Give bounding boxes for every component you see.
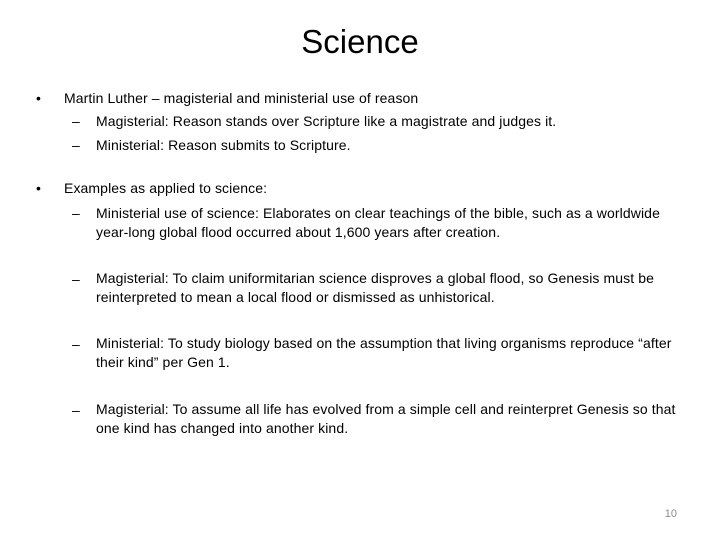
subitem-text-magisterial: Magisterial: Reason stands over Scripture like a magistrate and judges it. [96, 113, 557, 129]
subitem-marker: – [72, 205, 80, 221]
subitem-text-magisterial-evolution: Magisterial: To assume all life has evolved from a simple cell and reinterpret Genesis so that one kind has changed into another kind. [96, 401, 676, 436]
subitem-text-ministerial-biology: Ministerial: To study biology based on the assumption that living organisms reproduce “after their kind” per Gen 1. [96, 335, 672, 370]
subitem-marker: – [72, 113, 80, 129]
bullet-text-examples: Examples as applied to science: [64, 180, 268, 196]
slide-title: Science [301, 23, 419, 60]
subitem-marker: – [72, 271, 80, 287]
subitem-text-ministerial: Ministerial: Reason submits to Scripture. [96, 137, 351, 153]
bullet-marker: • [36, 180, 41, 196]
subitem-marker: – [72, 137, 80, 153]
bullet-text-martin-luther: Martin Luther – magisterial and ministerial use of reason [64, 90, 419, 106]
page-number: 10 [664, 508, 677, 520]
subitem-marker: – [72, 402, 80, 418]
bullet-marker: • [36, 90, 41, 106]
subitem-marker: – [72, 336, 80, 352]
subitem-text-magisterial-flood: Magisterial: To claim uniformitarian science disproves a global flood, so Genesis must be reinterpreted to mean a local flood or dismissed as unhistorical. [96, 270, 655, 305]
subitem-text-ministerial-science: Ministerial use of science: Elaborates on clear teachings of the bible, such as a worldwide year-long global flood occurred about 1,600 years after creation. [96, 205, 660, 240]
